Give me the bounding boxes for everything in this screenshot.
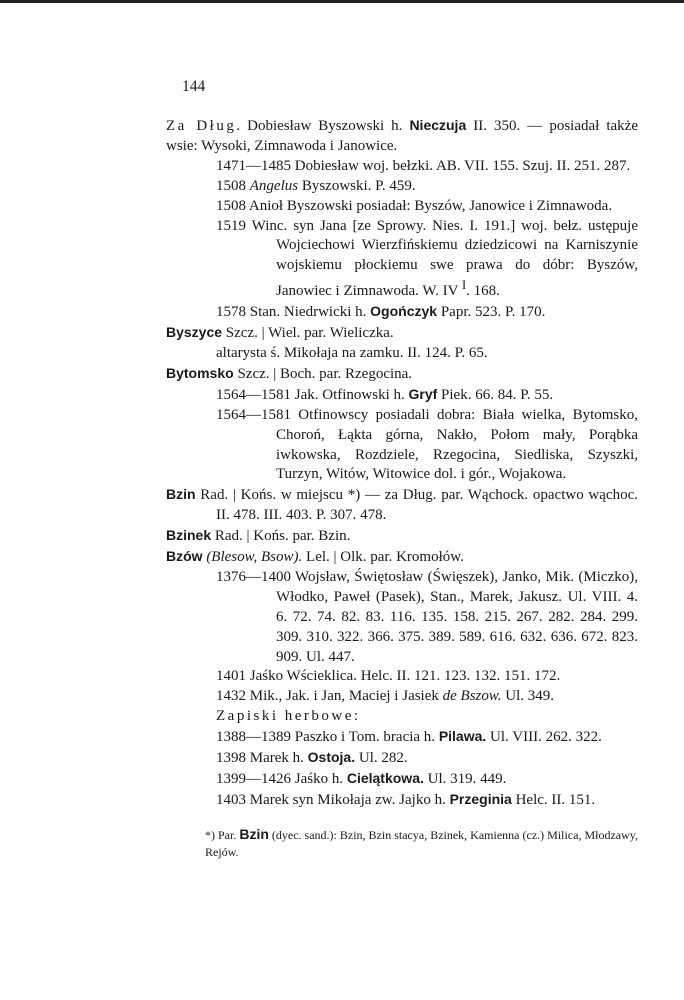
- text-run: 1388—1389 Paszko i Tom. bracia h.: [216, 729, 439, 746]
- entry-name: Bzinek: [166, 527, 212, 544]
- entry-name: Pilawa.: [438, 728, 487, 745]
- text-run: Zapiski herbowe:: [216, 708, 361, 725]
- text-run: Rad. | Końs. w miejscu *) — za Dług. par. Wąchock. opactwo wąchoc. II. 478. III. 403. P. 307. 478.: [195, 487, 638, 524]
- text-paragraph: [166, 217, 638, 303]
- text-run: *) Par.: [205, 828, 240, 842]
- text-run: 1564—1581 Otfinowscy posiadali dobra: Biała wielka, Bytomsko, Choroń, Łąkta górna, Nakło, Połom mały, Porąbka iwkowska, Rozdziele, Rzegocina, Siedliska, Szyszki, Turzyn, Witów, Witowice dol. i gór., Wojakowa.: [216, 406, 638, 483]
- text-run: altarysta ś. Mikołaja na zamku. II. 124. P. 65.: [216, 344, 488, 361]
- entry-name: Bytomsko: [166, 364, 234, 381]
- text-run: Byszowski. P. 459.: [298, 177, 416, 194]
- text-run: . Dobiesław Byszowski h.: [236, 118, 410, 134]
- text-run: I: [461, 278, 467, 293]
- text-paragraph: [166, 568, 638, 668]
- text-run: Szcz. | Wiel. par. Wieliczka.: [222, 325, 394, 342]
- text-run: Za Dług: [166, 118, 237, 134]
- text-run: Angelus: [249, 177, 299, 194]
- text-run: 1399—1426 Jaśko h.: [216, 771, 347, 787]
- text-run: Papr. 523. P. 170.: [437, 304, 546, 321]
- footnote: [205, 826, 638, 861]
- page-number: 144: [182, 78, 206, 95]
- entry-name: Przeginia: [449, 790, 512, 807]
- text-paragraph: [166, 116, 638, 157]
- entry-name: Cielątkowa.: [346, 770, 424, 786]
- text-paragraph: [166, 302, 638, 323]
- text-run: Szcz. | Boch. par. Rzegocina.: [233, 365, 413, 382]
- entry-name: Ogończyk: [370, 303, 438, 320]
- text-run: Ul. 349.: [501, 688, 555, 705]
- place-heading: [166, 485, 638, 526]
- text-paragraph: [166, 344, 638, 364]
- text-run: 1398 Marek h.: [216, 750, 308, 767]
- text-run: 1508 Anioł Byszowski posiadał: Byszów, Janowice i Zimnawoda.: [216, 197, 613, 214]
- entry-name: Gryf: [408, 385, 438, 402]
- top-rule: [0, 0, 684, 3]
- text-paragraph: [166, 727, 638, 748]
- text-run: de Bszow.: [442, 688, 502, 705]
- text-run: 1564—1581 Jak. Otfinowski h.: [216, 386, 409, 403]
- text-run: 1578 Stan. Niedrwicki h.: [216, 304, 371, 321]
- place-heading: [166, 323, 638, 344]
- text-paragraph: [166, 769, 638, 790]
- text-run: Ul. 282.: [355, 750, 408, 767]
- text-paragraph: [166, 687, 638, 707]
- text-run: 1471—1485 Dobiesław woj. bełzki. AB. VII. 155. Szuj. II. 251. 287.: [216, 157, 631, 174]
- text-paragraph: [166, 707, 638, 727]
- text-paragraph: [166, 406, 638, 486]
- entry-name: Bzin: [239, 826, 269, 842]
- text-run: Helc. II. 151.: [511, 791, 596, 808]
- place-heading: [166, 364, 638, 385]
- text-paragraph: [166, 667, 638, 687]
- text-run: Ul. VIII. 262. 322.: [486, 729, 602, 746]
- place-heading: [166, 526, 638, 547]
- text-paragraph: [166, 157, 638, 177]
- text-run: 1432 Mik., Jak. i Jan, Maciej i Jasiek: [216, 688, 443, 705]
- entry-name: Byszyce: [166, 324, 223, 341]
- text-run: Lel. | Olk. par. Kromołów.: [302, 549, 464, 566]
- entry-name: Ostoja.: [307, 749, 356, 766]
- text-run: 1519 Winc. syn Jana [ze Sprowy. Nies. I. 191.] woj. bełz. ustępuje Wojciechowi Wierzfińskiemu dziedzicowi na Karniszynie wojskiemu płockiemu swe prawa do dóbr: Byszów, Janowiec i Zimnawoda. W. IV: [216, 217, 638, 300]
- text-run: 1508: [216, 177, 250, 194]
- text-run: 1401 Jaśko Wścieklica. Helc. II. 121. 123. 132. 151. 172.: [216, 668, 561, 685]
- text-paragraph: [166, 197, 638, 217]
- text-paragraph: [166, 790, 638, 811]
- entry-name: Bzin: [166, 486, 196, 503]
- text-run: Ul. 319. 449.: [423, 771, 507, 787]
- place-heading: [166, 547, 638, 568]
- entry-name: Nieczuja: [409, 117, 467, 133]
- text-run: Rad. | Końs. par. Bzin.: [211, 528, 351, 545]
- text-run: Piek. 66. 84. P. 55.: [437, 386, 554, 403]
- entry-name: Bzów: [166, 548, 203, 565]
- text-paragraph: [166, 748, 638, 769]
- text-run: 1376—1400 Wojsław, Świętosław (Święszek), Janko, Mik. (Miczko), Włodko, Paweł (Pasek), Stan., Marek, Jakusz. Ul. VIII. 4. 6. 72. 74. 82. 83. 116. 135. 158. 215. 267. 282. 284. 299. 309. 310. 322. 366. 375. 389. 589. 616. 632. 636. 672. 823. 909. Ul. 447.: [216, 568, 638, 665]
- text-run: 1403 Marek syn Mikołaja zw. Jajko h.: [216, 791, 450, 808]
- text-paragraph: [166, 177, 638, 197]
- text-run: . 168.: [466, 283, 500, 300]
- text-run: (Blesow, Bsow).: [206, 549, 303, 566]
- text-paragraph: [166, 385, 638, 406]
- main-text: [166, 116, 638, 811]
- text-run: (dyec. sand.): Bzin, Bzin stacya, Bzinek, Kamienna (cz.) Milica, Młodzawy, Rejów.: [205, 828, 639, 859]
- text-run: II. 350. — posiadał także wsie: Wysoki, Zimnawoda i Janowice.: [166, 118, 638, 154]
